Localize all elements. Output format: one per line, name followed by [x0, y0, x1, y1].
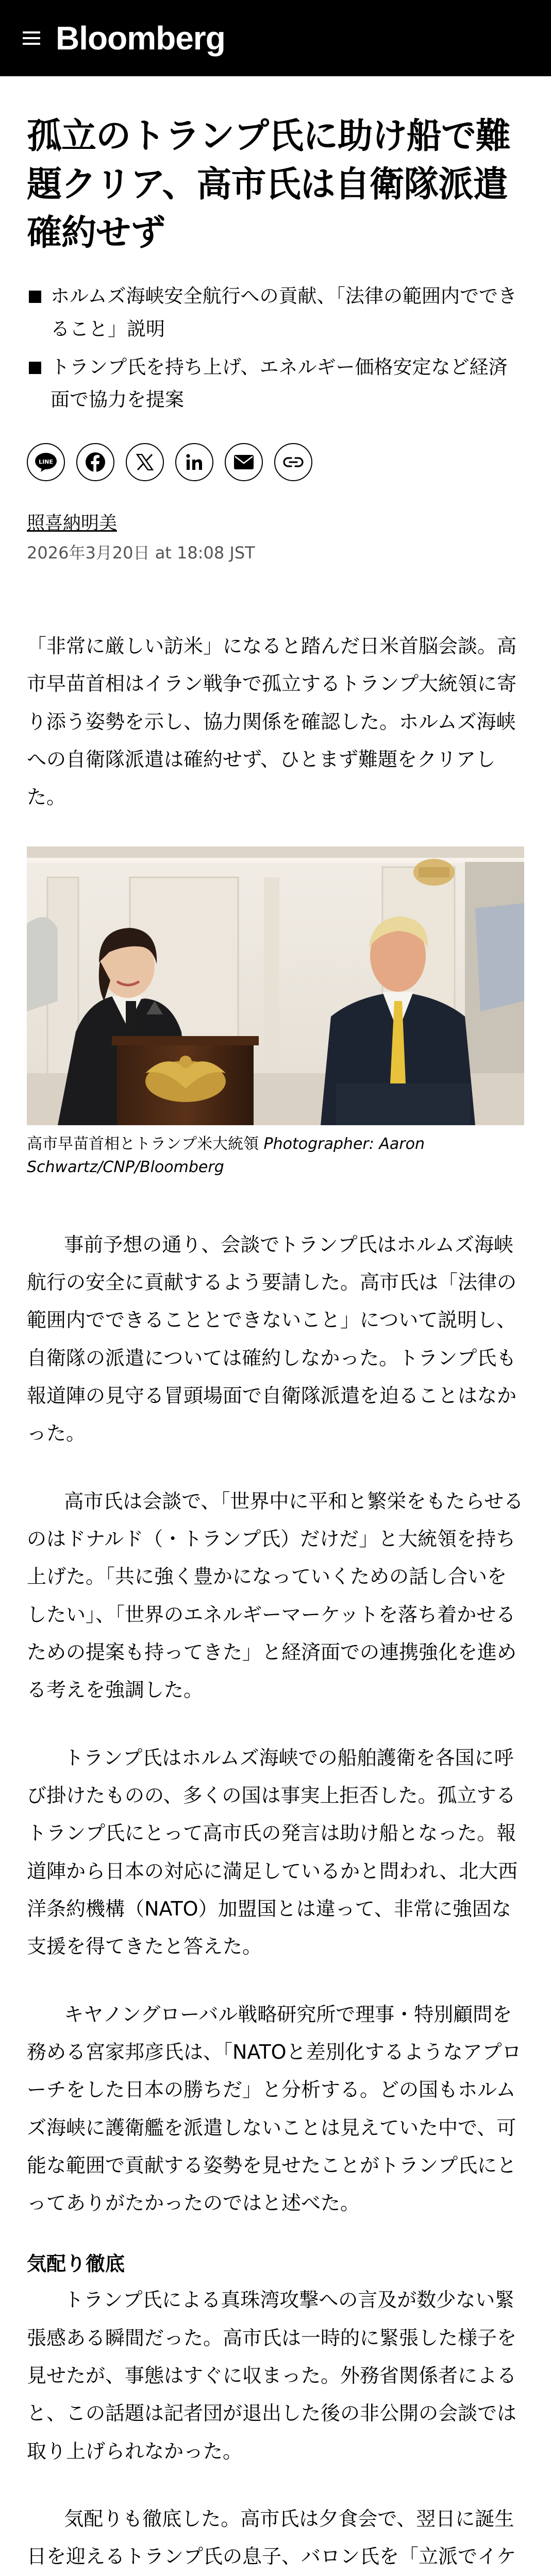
caption-text: 高市早苗首相とトランプ米大統領 [27, 1134, 264, 1153]
body-paragraph: 高市氏は会談で、「世界中に平和と繁栄をもたらせるのはドナルド（・トランプ氏）だけだ」と大統領を持ち上げた。「共に強く豊かになっていくための話し合いをしたい」、「世界のエネルギーマーケットを落ち着かせるための提案も持ってきた」と経済面での連携強化を進める考えを強調した。 [27, 1489, 524, 1702]
body-paragraph: トランプ氏による真珠湾攻撃への言及が数少ない緊張感ある瞬間だった。高市氏は一時的に緊張した様子を見せたが、事態はすぐに収まった。外務省関係者によると、この話題は記者団が退出した後の非公開の会談では取り上げられなかった。 [27, 2289, 517, 2463]
line-icon [35, 452, 57, 472]
share-buttons [27, 443, 524, 481]
x-share-button[interactable] [126, 443, 164, 481]
article-body [0, 112, 551, 2576]
section-subheading: 気配り徹底 [27, 2252, 125, 2275]
email-icon [234, 455, 254, 469]
top-navigation-bar [0, 0, 551, 76]
facebook-icon [85, 452, 106, 472]
body-paragraph: トランプ氏はホルムズ海峡での船舶護衛を各国に呼び掛けたものの、多くの国は事実上拒否した。孤立するトランプ氏にとって高市氏の発言は助け船となった。報道陣から日本の対応に満足しているかと問われ、北大西洋条約機構（NATO）加盟国とは違って、非常に強固な支援を得てきたと答えた。 [27, 1746, 518, 1958]
publish-date: 2026年3月20日 at 18:08 JST [27, 543, 255, 563]
email-share-button[interactable] [225, 443, 263, 481]
linkedin-icon [186, 453, 203, 471]
line-share-button[interactable] [27, 443, 65, 481]
article-headline: 孤立のトランプ氏に助け船で難題クリア、高市氏は自衛隊派遣確約せず [27, 116, 511, 253]
copy-link-button[interactable] [274, 443, 312, 481]
body-paragraph: 事前予想の通り、会談でトランプ氏はホルムズ海峡航行の安全に貢献するよう要請した。高市氏は「法律の範囲内でできることとできないこと」について説明し、自衛隊の派遣については確約しなかった。トランプ氏も報道陣の見守る冒頭場面で自衛隊派遣を迫ることはなかった。 [27, 1233, 517, 1445]
bullet-square-icon [29, 362, 41, 374]
key-point [27, 351, 524, 416]
author-link[interactable]: 照喜納明美 [27, 513, 118, 534]
photo-leaders-at-white-house [27, 846, 524, 1125]
key-points-list [27, 280, 524, 416]
key-point-text: ホルムズ海峡安全航行への貢献、「法律の範囲内でできること」説明 [51, 285, 517, 341]
linkedin-share-button[interactable] [175, 443, 213, 481]
svg-text:LINE: LINE [39, 458, 53, 465]
key-point [27, 280, 524, 345]
link-icon [283, 456, 304, 468]
photo-caption [27, 1132, 524, 1179]
lead-paragraph: 「非常に厳しい訪米」になると踏んだ日米首脳会談。高市早苗首相はイラン戦争で孤立するトランプ大統領に寄り添う姿勢を示し、協力関係を確認した。ホルムズ海峡への自衛隊派遣は確約せず、ひとまず難題をクリアした。 [27, 634, 517, 809]
key-point-text: トランプ氏を持ち上げ、エネルギー価格安定など経済面で協力を提案 [51, 355, 508, 411]
body-paragraph: 気配りも徹底した。高市氏は夕食会で、翌日に誕生日を迎えるトランプ氏の息子、バロン氏を「立派でイケ [27, 2507, 516, 2568]
bullet-square-icon [29, 291, 41, 303]
x-icon [136, 454, 154, 470]
facebook-share-button[interactable] [76, 443, 114, 481]
bloomberg-logo[interactable]: Bloomberg [56, 20, 225, 57]
article-photo [27, 846, 524, 1125]
photo-credit: Photographer: Aaron Schwartz/CNP/Bloomberg [27, 1134, 425, 1176]
hamburger-menu-icon[interactable] [23, 31, 40, 45]
body-paragraph: キヤノングローバル戦略研究所で理事・特別顧問を務める宮家邦彦氏は、「NATOと差別化するようなアプローチをした日本の勝ちだ」と分析する。どの国もホルムズ海峡に護衛艦を派遣しないことは見えていた中で、可能な範囲で貢献する姿勢を見せたことがトランプ氏にとってありがたかったのではと述べた。 [27, 2003, 522, 2215]
